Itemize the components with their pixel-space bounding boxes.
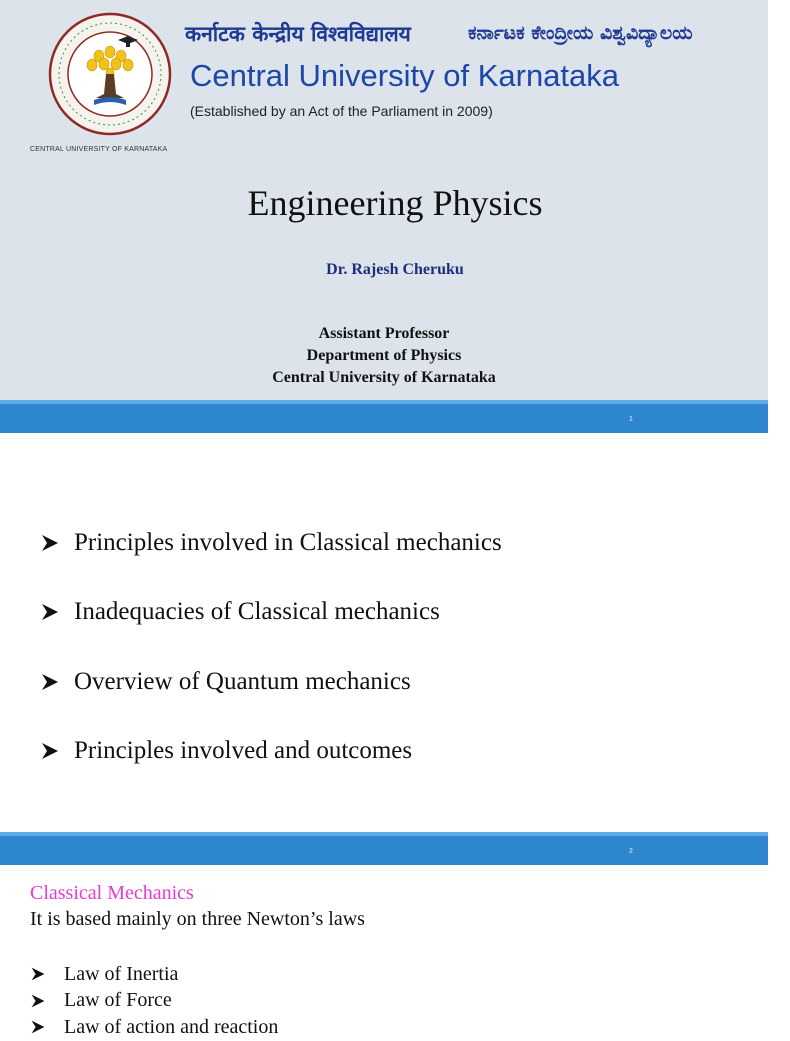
slide-footer-bar — [0, 832, 768, 865]
affiliation-position: Assistant Professor — [318, 325, 450, 342]
laws-list — [30, 961, 278, 1041]
list-item-text: Overview of Quantum mechanics — [74, 667, 411, 695]
list-item — [40, 508, 502, 578]
university-name-hindi: कर्नाटक केन्द्रीय विश्वविद्यालय — [185, 22, 411, 46]
title-slide — [0, 0, 768, 400]
list-item-text: Law of Inertia — [64, 962, 179, 985]
university-name-english: Central University of Karnataka — [190, 58, 620, 93]
author-name: Dr. Rajesh Cheruku — [326, 261, 464, 278]
seal-caption: CENTRAL UNIVERSITY OF KARNATAKA — [30, 146, 168, 153]
university-seal-icon — [48, 12, 172, 136]
list-item-text: Law of action and reaction — [64, 1015, 279, 1038]
affiliation-department: Department of Physics — [306, 347, 462, 364]
affiliation-university: Central University of Karnataka — [272, 369, 496, 386]
page-number: 2 — [629, 848, 633, 855]
arrowhead-bullet-icon — [30, 1019, 46, 1035]
list-item-text: Inadequacies of Classical mechanics — [74, 598, 440, 626]
list-item-text: Principles involved and outcomes — [74, 737, 413, 765]
list-item — [40, 717, 502, 787]
list-item — [30, 988, 278, 1015]
author-affiliation — [0, 323, 768, 389]
arrowhead-bullet-icon — [40, 602, 60, 622]
page-number: 1 — [629, 416, 633, 423]
arrowhead-bullet-icon — [40, 533, 60, 553]
university-name-kannada: ಕರ್ನಾಟಕ ಕೇಂದ್ರೀಯ ವಿಶ್ವವಿದ್ಯಾಲಯ — [468, 22, 693, 44]
presentation-title: Engineering Physics — [247, 183, 543, 223]
outline-slide — [0, 433, 768, 832]
arrowhead-bullet-icon — [40, 741, 60, 761]
section-intro: It is based mainly on three Newton’s laws — [30, 908, 365, 930]
list-item — [40, 578, 502, 648]
section-title: Classical Mechanics — [30, 882, 194, 904]
outline-list — [40, 508, 502, 786]
slide-footer-bar — [0, 400, 768, 433]
established-note: (Established by an Act of the Parliament in 2009) — [190, 103, 493, 119]
list-item — [40, 647, 502, 717]
list-item — [30, 1014, 278, 1041]
arrowhead-bullet-icon — [30, 966, 46, 982]
arrowhead-bullet-icon — [30, 993, 46, 1009]
arrowhead-bullet-icon — [40, 672, 60, 692]
list-item-text: Principles involved in Classical mechanics — [74, 528, 502, 556]
list-item — [30, 961, 278, 988]
classical-mechanics-slide — [0, 865, 768, 1038]
list-item-text: Law of Force — [64, 989, 172, 1012]
